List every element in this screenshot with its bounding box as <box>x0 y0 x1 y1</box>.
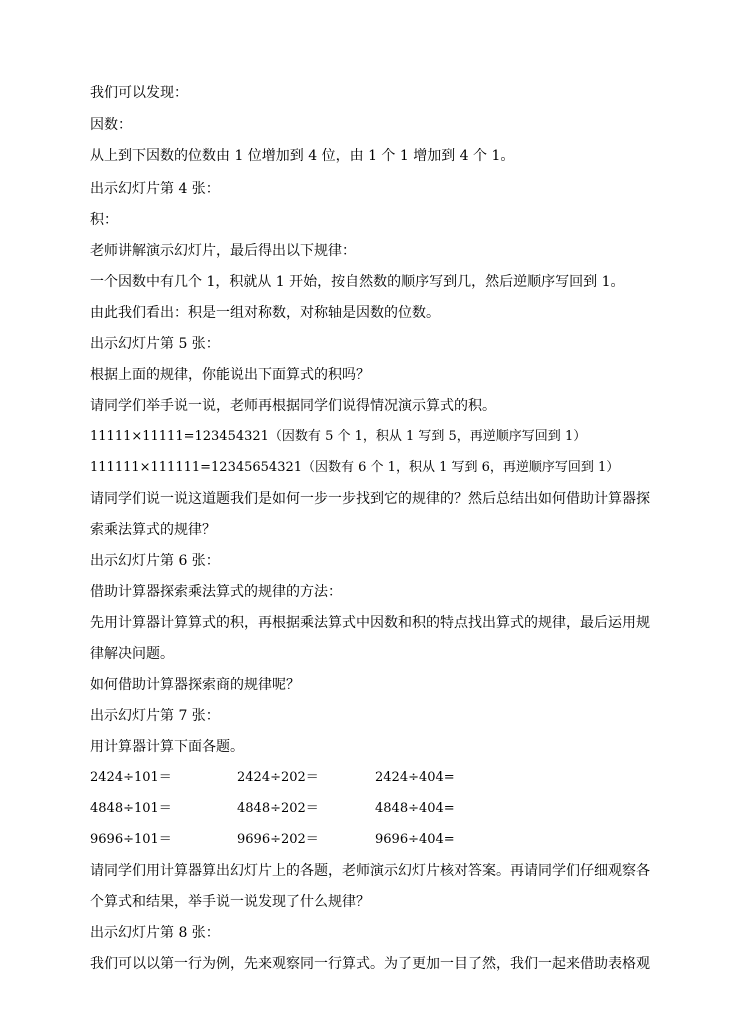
text-line: 出示幻灯片第 5 张： <box>90 336 220 352</box>
text-line: 老师讲解演示幻灯片，最后得出以下规律： <box>90 243 356 259</box>
text-line: 根据上面的规律，你能说出下面算式的积吗？ <box>90 367 370 383</box>
text-line: 请同学们举手说一说，老师再根据同学们说得情况演示算式的积。 <box>90 398 496 414</box>
calc-cell: 9696÷101＝ <box>90 832 172 847</box>
text-line: 请同学们用计算器算出幻灯片上的各题，老师演示幻灯片核对答案。再请同学们仔细观察各 <box>90 863 650 879</box>
text-line: 索乘法算式的规律？ <box>90 522 216 538</box>
text-line: 由此我们看出：积是一组对称数，对称轴是因数的位数。 <box>90 305 440 321</box>
text-line: 出示幻灯片第 6 张： <box>90 553 220 569</box>
text-line: 律解决问题。 <box>90 646 174 662</box>
text-line: 先用计算器计算算式的积，再根据乘法算式中因数和积的特点找出算式的规律，最后运用规 <box>90 615 650 631</box>
text-line: 我们可以发现： <box>90 85 188 101</box>
text-line: 11111×11111=123454321（因数有 5 个 1，积从 1 写到 5，再逆顺序写回到 1） <box>90 429 587 444</box>
calc-cell: 2424÷202＝ <box>237 770 319 785</box>
calc-cell: 2424÷404= <box>375 770 455 785</box>
calc-cell: 9696÷404= <box>375 832 455 847</box>
text-line: 出示幻灯片第 7 张： <box>90 708 220 724</box>
calc-cell: 4848÷202＝ <box>237 801 319 816</box>
text-line: 我们可以以第一行为例，先来观察同一行算式。为了更加一目了然，我们一起来借助表格观 <box>90 956 650 972</box>
text-line: 个算式和结果，举手说一说发现了什么规律？ <box>90 894 370 910</box>
text-line: 用计算器计算下面各题。 <box>90 739 244 755</box>
calc-cell: 9696÷202＝ <box>237 832 319 847</box>
text-line: 借助计算器探索乘法算式的规律的方法： <box>90 584 342 600</box>
text-line: 积： <box>90 212 118 228</box>
text-line: 从上到下因数的位数由 1 位增加到 4 位，由 1 个 1 增加到 4 个 1。 <box>90 148 515 164</box>
text-line: 请同学们说一说这道题我们是如何一步一步找到它的规律的？然后总结出如何借助计算器探 <box>90 491 650 507</box>
text-line: 出示幻灯片第 8 张： <box>90 925 220 941</box>
text-line: 因数： <box>90 117 132 133</box>
text-line: 出示幻灯片第 4 张： <box>90 181 220 197</box>
text-line: 如何借助计算器探索商的规律呢？ <box>90 677 300 693</box>
text-line: 一个因数中有几个 1，积就从 1 开始，按自然数的顺序写到几，然后逆顺序写回到 1。 <box>90 274 625 290</box>
calc-cell: 2424÷101＝ <box>90 770 172 785</box>
text-line: 111111×111111=12345654321（因数有 6 个 1，积从 1 写到 6，再逆顺序写回到 1） <box>90 460 620 475</box>
calc-cell: 4848÷101＝ <box>90 801 172 816</box>
calc-cell: 4848÷404= <box>375 801 455 816</box>
